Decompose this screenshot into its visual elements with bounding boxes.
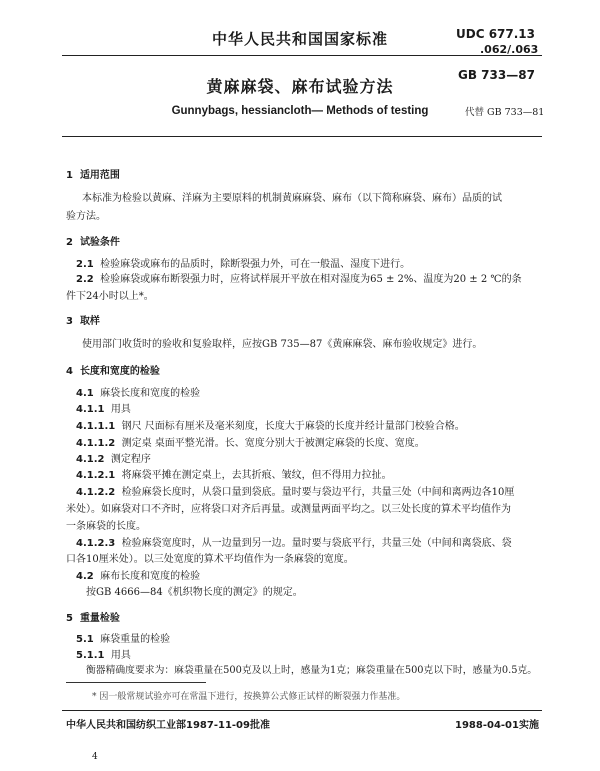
clause-number: 5.1.1 [76,650,105,661]
clause-text: 麻布长度和宽度的检验 [100,571,201,582]
clause-2-2-cont: 件下24小时以上*。 [66,291,154,302]
section-3-heading [66,312,100,327]
section-title: 长度和宽度的检验 [79,366,160,377]
section-1-heading [66,166,120,181]
clause-number: 4.1.1.1 [76,421,116,432]
footer-rule [62,710,542,711]
clause-text: 麻袋重量的检验 [100,634,171,645]
clause-number: 4.1.2.2 [76,487,116,498]
clause-2-1 [76,255,410,270]
section-title: 试验条件 [79,237,120,248]
clause-number: 4.1.2.3 [76,538,116,549]
clause-number: 4.1.1.2 [76,438,116,449]
clause-number: 4.1 [76,388,94,399]
approval-line: 中华人民共和国纺织工业部1987-11-09批准 [66,720,270,731]
replaces-note: 代替 GB 733—81 [465,107,545,118]
clause-2-2 [76,270,522,285]
clause-4-1-2 [76,450,151,465]
clause-number: 4.1.2 [76,454,105,465]
paragraph: 衡器精确度要求为：麻袋重量在500克及以上时，感量为1克；麻袋重量在500克以下时，感量为0.5克。 [86,665,538,676]
english-title: Gunnybags, hessiancloth— Methods of testing [171,105,429,117]
section-2-heading [66,233,120,248]
clause-text: 检验麻袋或麻布的品质时，除断裂强力外，可在一般温、湿度下进行。 [100,259,411,270]
clause-5-1-1 [76,646,131,661]
footnote: * 因一般常规试验亦可在常温下进行，按换算公式修正试样的断裂强力作基准。 [92,692,406,702]
clause-number: 2.1 [76,259,94,270]
clause-number: 4.1.2.1 [76,470,116,481]
clause-4-1-2-3 [76,534,512,549]
section-title: 重量检验 [79,613,120,624]
clause-text: 检验麻袋长度时，从袋口量到袋底。量时要与袋边平行，共量三处（中间和离两边各10厘 [121,487,515,498]
standard-org: 中华人民共和国国家标准 [211,30,388,48]
clause-text: 钢尺 尺面标有厘米及毫米刻度，长度大于麻袋的长度并经计量部门校验合格。 [121,421,465,432]
section-4-heading [66,362,160,377]
clause-4-1-2-2-cont: 米处）。如麻袋对口不齐时，应将袋口对齐后再量。或测量两面平均之。以三处长度的算术平均值作为 [66,504,511,515]
title-rule [62,136,542,137]
clause-4-1-1-2 [76,434,425,449]
clause-5-1 [76,630,170,645]
clause-4-1-1 [76,400,131,415]
implement-date: 1988-04-01实施 [455,720,539,731]
clause-4-2 [76,567,200,582]
clause-text: 检验麻袋宽度时，从一边量到另一边。量时要与袋底平行，共量三处（中间和离袋底、袋 [121,538,512,549]
clause-number: 4.1.1 [76,404,105,415]
clause-text: 测定桌 桌面平整光滑。长、宽度分别大于被测定麻袋的长度、宽度。 [121,438,425,449]
clause-text: 麻袋长度和宽度的检验 [100,388,201,399]
clause-text: 测定程序 [110,454,151,465]
clause-text: 用具 [110,404,131,415]
section-number: 2 [66,237,73,248]
udc-code-line2: .062/.063 [480,43,539,56]
paragraph: 按GB 4666—84《机织物长度的测定》的规定。 [86,587,303,598]
paragraph: 使用部门收货时的验收和复验取样，应按GB 735—87《黄麻麻袋、麻布验收规定》进行。 [82,339,483,350]
clause-number: 5.1 [76,634,94,645]
paragraph-cont: 验方法。 [66,211,106,222]
clause-text: 用具 [110,650,131,661]
clause-4-1-2-2 [76,483,514,498]
paragraph: 本标准为检验以黄麻、洋麻为主要原料的机制黄麻麻袋、麻布（以下简称麻袋、麻布）品质的试 [82,193,502,204]
section-title: 取样 [79,316,100,327]
udc-code: UDC 677.13 [456,27,535,41]
section-number: 3 [66,316,73,327]
clause-4-1-1-1 [76,417,465,432]
section-number: 5 [66,613,73,624]
clause-number: 4.2 [76,571,94,582]
clause-4-1 [76,384,200,399]
clause-4-1-2-3-cont: 口各10厘米处）。以三处宽度的算术平均值作为一条麻袋的宽度。 [66,554,354,565]
section-title: 适用范围 [79,170,120,181]
clause-4-1-2-1 [76,466,392,481]
section-number: 1 [66,170,73,181]
section-number: 4 [66,366,73,377]
gb-number: GB 733—87 [458,68,535,82]
page-title: 黄麻麻袋、麻布试验方法 [206,77,394,96]
clause-text: 将麻袋平摊在测定桌上，去其折痕、皱纹，但不得用力拉扯。 [121,470,392,481]
page-number: 4 [92,752,98,762]
clause-text: 检验麻袋或麻布断裂强力时，应将试样展开平放在相对湿度为65 ± 2%、温度为20 ± 2 ℃的条 [100,274,522,285]
clause-4-1-2-2-cont: 一条麻袋的长度。 [66,521,146,532]
header-rule [62,55,542,56]
clause-number: 2.2 [76,274,94,285]
footnote-rule [66,682,206,683]
section-5-heading [66,609,120,624]
